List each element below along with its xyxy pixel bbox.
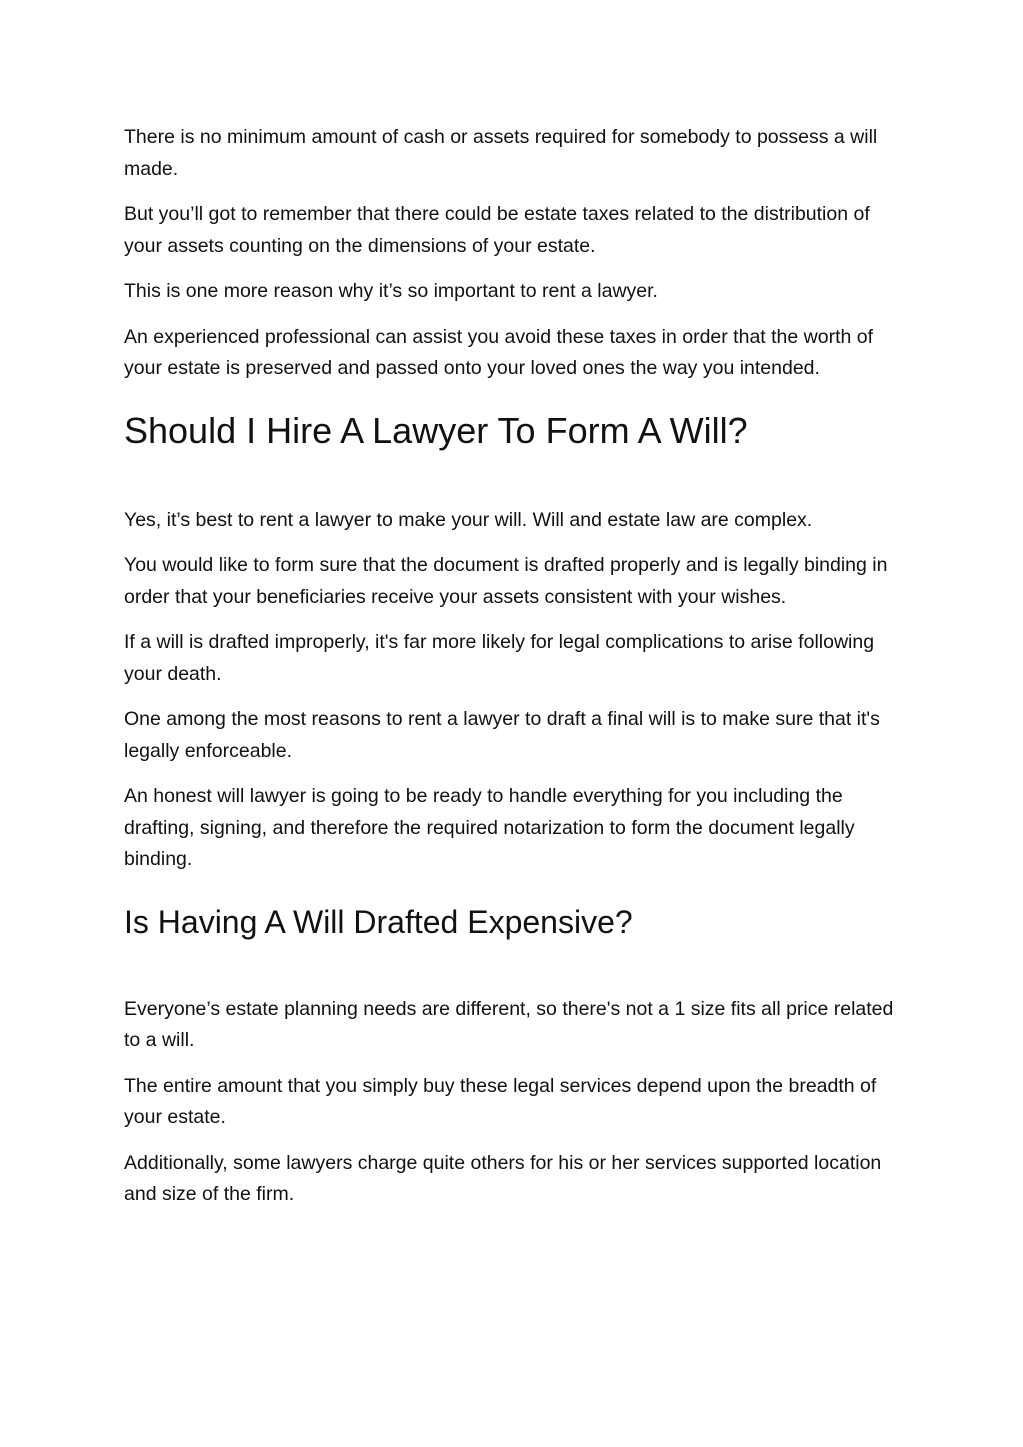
- section-heading-hire-lawyer: Should I Hire A Lawyer To Form A Will?: [124, 409, 748, 451]
- document-page: [124, 122, 904, 1225]
- paragraph: One among the most reasons to rent a lawyer to draft a final will is to make sure that it's legally enforceable.: [124, 708, 880, 762]
- paragraph: Yes, it’s best to rent a lawyer to make your will. Will and estate law are complex.: [124, 508, 813, 531]
- paragraph: But you’ll got to remember that there could be estate taxes related to the distribution of your assets counting on the dimensions of your estate.: [124, 203, 870, 257]
- paragraph: This is one more reason why it’s so important to rent a lawyer.: [124, 280, 658, 302]
- paragraph: You would like to form sure that the document is drafted properly and is legally binding in order that your beneficiaries receive your assets consistent with your wishes.: [124, 554, 888, 608]
- paragraph: An experienced professional can assist you avoid these taxes in order that the worth of your estate is preserved and passed onto your loved ones the way you intended.: [124, 325, 874, 379]
- section-heading-will-cost: Is Having A Will Drafted Expensive?: [124, 903, 633, 940]
- paragraph: There is no minimum amount of cash or assets required for somebody to possess a will made.: [124, 126, 878, 180]
- paragraph: Everyone’s estate planning needs are different, so there's not a 1 size fits all price related to a will.: [124, 997, 894, 1051]
- paragraph: The entire amount that you simply buy these legal services depend upon the breadth of your estate.: [124, 1074, 877, 1128]
- paragraph: Additionally, some lawyers charge quite others for his or her services supported location and size of the firm.: [124, 1151, 882, 1205]
- paragraph: An honest will lawyer is going to be ready to handle everything for you including the drafting, signing, and therefore the required notarization to form the document legally binding.: [124, 785, 855, 870]
- paragraph: If a will is drafted improperly, it's far more likely for legal complications to arise following your death.: [124, 631, 875, 685]
